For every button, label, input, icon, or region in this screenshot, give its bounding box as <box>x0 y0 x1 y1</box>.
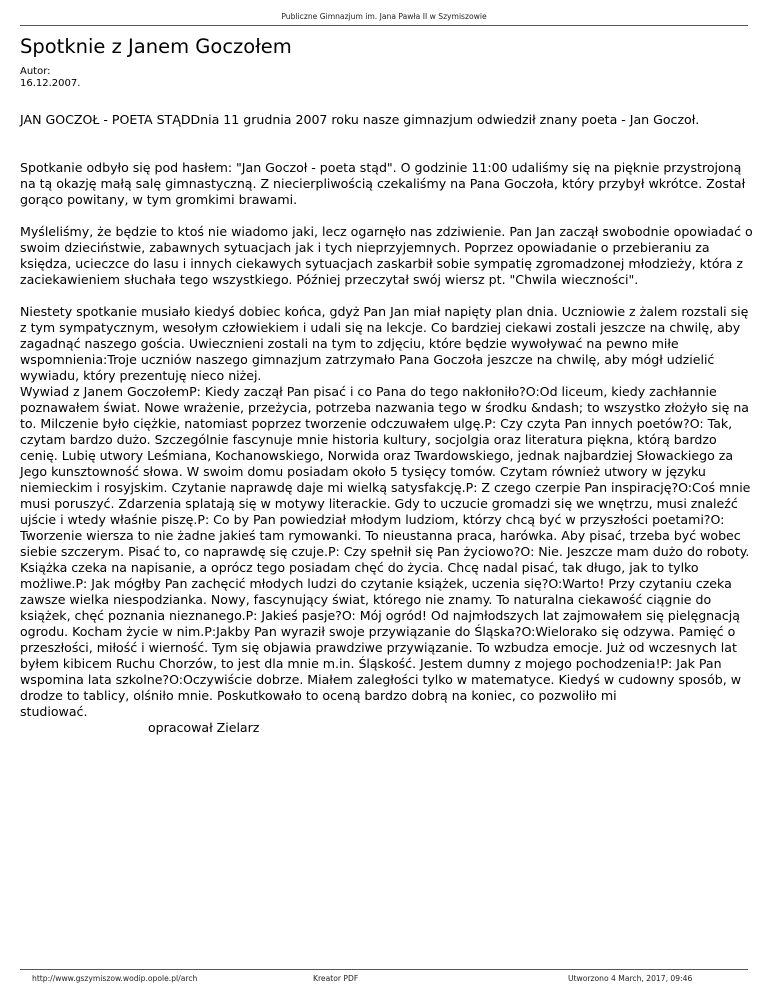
footer-url: http://www.gszymiszow.wodip.opole.pl/arch <box>32 974 198 983</box>
childhood-paragraph: Myśleliśmy, że będzie to ktoś nie wiadomo jaki, lecz ogarnęło nas zdziwienie. Pan Jan zaczął swobodnie opowiadać o swoim dzieciństwie, zabawnych sytuacjach jak i tych nieprzyjemnych. Poprzez opowiadanie o przebieraniu za księdza, ucieczce do lasu i innych ciekawych sytuacjach zaskarbił sobie sympatię zgromadzonej młodzieży, która z zaciekawieniem słuchała tego wszystkiego. Później przeczytał swój wiersz pt. "Chwila wieczności". <box>20 224 753 287</box>
ending-paragraph: Niestety spotkanie musiało kiedyś dobiec końca, gdyż Pan Jan miał napięty plan dnia. Uczniowie z żalem rozstali się z tym sympatycznym, wesołym człowiekiem i udali się na lekcje. Co bardziej ciekawi zostali jeszcze na chwilę, aby zagadnąć naszego gościa. Uwiecznieni zostali na tym to zdjęciu, które będzie wywoływać na pewno miłe wspomnienia:Troje uczniów naszego gimnazjum zatrzymało Pana Goczoła jeszcze na chwilę, aby mógł udzielić wywiadu, który prezentuję nieco niżej. <box>20 304 749 383</box>
meeting-paragraph: Spotkanie odbyło się pod hasłem: "Jan Goczoł - poeta stąd". O godzinie 11:00 udaliśmy się na pięknie przystrojoną na tą okazję małą salę gimnastyczną. Z niecierpliwością czekaliśmy na Pana Goczoła, który przybył wkrótce. Został gorąco powitany, w tym gromkimi brawami. <box>20 160 746 207</box>
page-header: Publiczne Gimnazjum im. Jana Pawła II w Szymiszowie <box>281 12 487 21</box>
header-divider <box>20 25 748 26</box>
interview-paragraph: Wywiad z Janem GoczołemP: Kiedy zaczął Pan pisać i co Pana do tego nakłoniło?O:Od liceum, kiedy zachłannie poznawałem świat. Nowe wrażenie, przeżycia, potrzeba nazwania tego w środku &ndash; to wszystko złożyło się na to. Milczenie było ciężkie, natomiast poprzez tworzenie odczuwałem ulgę.P: Czy czyta Pan innych poetów?O: Tak, czytam bardzo dużo. Szczególnie fascynuje mnie historia kultury, socjolgia oraz literatura piękna, którą bardzo cenię. Lubię utwory Leśmiana, Kochanowskiego, Norwida oraz Twardowskiego, jednak najbardziej Słowackiego za Jego kunsztowność słowa. W swoim domu posiadam około 5 tysięcy tomów. Czytam również utwory w języku niemieckim i rosyjskim. Czytanie naprawdę daje mi wielką satysfakcję.P: Z czego czerpie Pan inspirację?O:Coś mnie musi poruszyć. Zdarzenia splatają się w motywy literackie. Gdy to uczucie gromadzi się we wnętrzu, musi znaleźć ujście i wtedy właśnie piszę.P: Co by Pan powiedział młodym ludziom, którzy chcą być w przyszłości poetami?O: Tworzenie wiersza to nie żadne jakieś tam rymowanki. To nieustanna praca, harówka. Aby pisać, trzeba być wobec siebie szczerym. Pisać to, co naprawdę się czuje.P: Czy spełnił się Pan życiowo?O: Nie. Jeszcze mam dużo do roboty. Książka czeka na napisanie, a oprócz tego posiadam chęć do życia. Chcę nadal pisać, tak długo, jak to tylko możliwe.P: Jak mógłby Pan zachęcić młodych ludzi do czytanie książek, uczenia się?O:Warto! Przy czytaniu czeka zawsze wielka niespodzianka. Nowy, fascynujący świat, którego nie znamy. To naturalna ciekawość ciągnie do książek, chęć poznania nieznanego.P: Jakieś pasje?O: Mój ogród! Od najmłodszych lat zajmowałem się pielęgnacją ogrodu. Kocham życie w nim.P:Jakby Pan wyraził swoje przywiązanie do Śląska?O:Wielorako się odzywa. Pamięć o przeszłości, miłość i wierność. Tym się objawia prawdziwe przywiązanie. To wzbudza emocje. Już od wczesnych lat byłem kibicem Ruchu Chorzów, to jest dla mnie m.in. Śląskość. Jestem dumny z mojego pochodzenia!P: Jak Pan wspomina lata szkolne?O:Oczywiście dobrze. Miałem zaległości tylko w matematyce. Kiedyś w cudowny sposób, w drodze to tablicy, olśniło mnie. Poskutkowało to oceną bardzo dobrą na koniec, co pozwoliło mi <box>20 384 751 703</box>
article-date: 16.12.2007. <box>20 78 81 89</box>
author-label: Autor: <box>20 66 51 77</box>
intro-paragraph: JAN GOCZOŁ - POETA STĄDDnia 11 grudnia 2007 roku nasze gimnazjum odwiedził znany poeta - Jan Goczoł. <box>20 112 700 127</box>
article-body <box>20 112 755 736</box>
interview-last-line: studiować. <box>20 704 88 719</box>
footer-divider <box>20 969 748 970</box>
article-title: Spotknie z Janem Goczołem <box>20 35 292 58</box>
article-signature: opracował Zielarz <box>148 720 260 735</box>
footer-generator: Kreator PDF <box>313 974 359 983</box>
article-meta <box>20 66 80 90</box>
footer-created: Utworzono 4 March, 2017, 09:46 <box>568 974 693 983</box>
